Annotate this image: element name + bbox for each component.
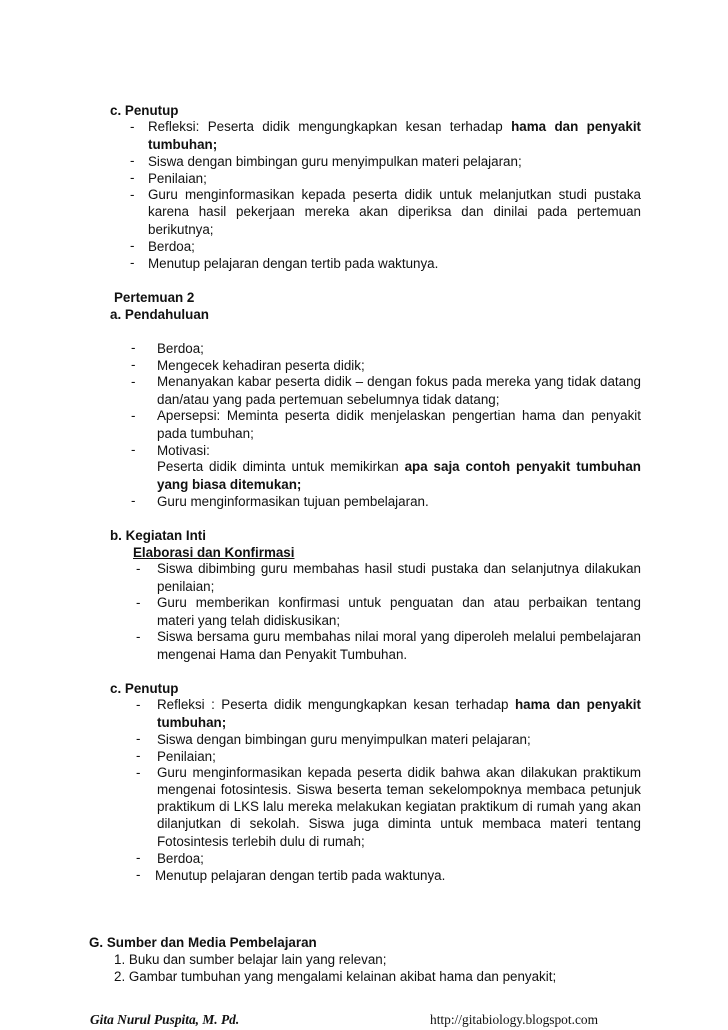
list-item-line: Apersepsi: Meminta peserta didik menjelaskan pengertian hama dan penyakit bbox=[157, 408, 641, 423]
list-item: Berdoa; bbox=[148, 239, 195, 254]
list-item: Penilaian; bbox=[157, 749, 216, 764]
footer-author: Gita Nurul Puspita, M. Pd. bbox=[90, 1012, 240, 1027]
bullet-dash: - bbox=[136, 629, 141, 644]
bullet-dash: - bbox=[131, 357, 136, 372]
list-item-line: materi yang telah didiskusikan; bbox=[157, 613, 341, 628]
list-item-line: penilaian; bbox=[157, 579, 215, 594]
bullet-dash: - bbox=[131, 442, 136, 457]
list-item-refleksi-1-cont: tumbuhan; bbox=[148, 137, 218, 152]
section-heading-sumber-media: G. Sumber dan Media Pembelajaran bbox=[89, 935, 317, 950]
bullet-dash: - bbox=[136, 867, 141, 882]
list-item-line: Guru menginformasikan kepada peserta didik untuk melanjutkan studi pustaka bbox=[148, 187, 641, 202]
bullet-dash: - bbox=[130, 153, 135, 168]
list-item-line: Siswa dibimbing guru membahas hasil studi pustaka dan selanjutnya dilakukan bbox=[157, 561, 641, 576]
list-item: Berdoa; bbox=[157, 341, 204, 356]
bullet-dash: - bbox=[136, 731, 141, 746]
bullet-dash: - bbox=[131, 340, 136, 355]
list-item: 2. Gambar tumbuhan yang mengalami kelainan akibat hama dan penyakit; bbox=[114, 969, 557, 984]
list-item-line: Guru menginformasikan kepada peserta didik bahwa akan dilakukan praktikum bbox=[157, 765, 641, 780]
section-heading-kegiatan-inti: b. Kegiatan Inti bbox=[110, 528, 206, 543]
bullet-dash: - bbox=[136, 850, 141, 865]
list-item: Menutup pelajaran dengan tertib pada waktunya. bbox=[148, 256, 439, 271]
list-item-line: Motivasi: bbox=[157, 443, 210, 458]
list-item-line: pada tumbuhan; bbox=[157, 426, 254, 441]
list-item: Siswa dengan bimbingan guru menyimpulkan materi pelajaran; bbox=[157, 732, 531, 747]
list-item-line: yang biasa ditemukan; bbox=[157, 477, 302, 492]
bullet-dash: - bbox=[130, 238, 135, 253]
subheading-elaborasi: Elaborasi dan Konfirmasi bbox=[133, 545, 295, 560]
list-item-line: Menanyakan kabar peserta didik – dengan fokus pada mereka yang tidak datang bbox=[157, 374, 641, 389]
list-item-line: mengenai fotosintesis. Siswa beserta teman sekelompoknya membaca petunjuk bbox=[157, 782, 641, 797]
section-heading-penutup-2: c. Penutup bbox=[110, 681, 179, 696]
list-item-refleksi-2-cont: tumbuhan; bbox=[157, 715, 227, 730]
bullet-dash: - bbox=[130, 255, 135, 270]
list-item: Penilaian; bbox=[148, 171, 207, 186]
list-item: 1. Buku dan sumber belajar lain yang relevan; bbox=[114, 952, 387, 967]
bullet-dash: - bbox=[131, 408, 136, 423]
bullet-dash: - bbox=[131, 493, 136, 508]
list-item-line: Siswa bersama guru membahas nilai moral yang diperoleh melalui pembelajaran bbox=[157, 629, 641, 644]
bullet-dash: - bbox=[131, 374, 136, 389]
bullet-dash: - bbox=[136, 561, 141, 576]
list-item-line: praktikum di LKS lalu mereka melakukan kegiatan praktikum di rumah yang akan bbox=[157, 799, 641, 814]
bullet-dash: - bbox=[130, 170, 135, 185]
bullet-dash: - bbox=[130, 187, 135, 202]
bullet-dash: - bbox=[136, 748, 141, 763]
meeting-heading: Pertemuan 2 bbox=[114, 290, 195, 305]
list-item-motivasi: Peserta didik diminta untuk memikirkan apa saja contoh penyakit tumbuhan bbox=[157, 459, 641, 474]
list-item: Guru menginformasikan tujuan pembelajaran. bbox=[157, 494, 429, 509]
list-item: Menutup pelajaran dengan tertib pada waktunya. bbox=[155, 868, 446, 883]
list-item-line: dilanjutkan di sekolah. Siswa juga diminta untuk membaca materi tentang bbox=[157, 816, 641, 831]
list-item-refleksi-2: Refleksi : Peserta didik mengungkapkan kesan terhadap hama dan penyakit bbox=[157, 697, 641, 712]
list-item: Berdoa; bbox=[157, 851, 204, 866]
list-item-line: Fotosintesis terlebih dulu di rumah; bbox=[157, 834, 365, 849]
list-item-refleksi-1: Refleksi: Peserta didik mengungkapkan kesan terhadap hama dan penyakit bbox=[148, 119, 642, 134]
section-heading-penutup-1: c. Penutup bbox=[110, 103, 179, 118]
bullet-dash: - bbox=[136, 595, 141, 610]
bullet-dash: - bbox=[130, 119, 135, 134]
list-item-line: berikutnya; bbox=[148, 222, 214, 237]
bullet-dash: - bbox=[136, 697, 141, 712]
list-item-line: karena hasil pekerjaan mereka akan diperiksa dan dinilai pada pertemuan bbox=[148, 204, 641, 219]
list-item: Mengecek kehadiran peserta didik; bbox=[157, 358, 365, 373]
list-item-line: Guru memberikan konfirmasi untuk penguatan dan atau perbaikan tentang bbox=[157, 595, 641, 610]
footer-url: http://gitabiology.blogspot.com bbox=[430, 1012, 598, 1027]
list-item-line: mengenai Hama dan Penyakit Tumbuhan. bbox=[157, 647, 408, 662]
bullet-dash: - bbox=[136, 765, 141, 780]
section-heading-pendahuluan: a. Pendahuluan bbox=[110, 307, 209, 322]
list-item-line: dan/atau yang pada pertemuan sebelumnya tidak datang; bbox=[157, 392, 500, 407]
list-item: Siswa dengan bimbingan guru menyimpulkan materi pelajaran; bbox=[148, 154, 522, 169]
